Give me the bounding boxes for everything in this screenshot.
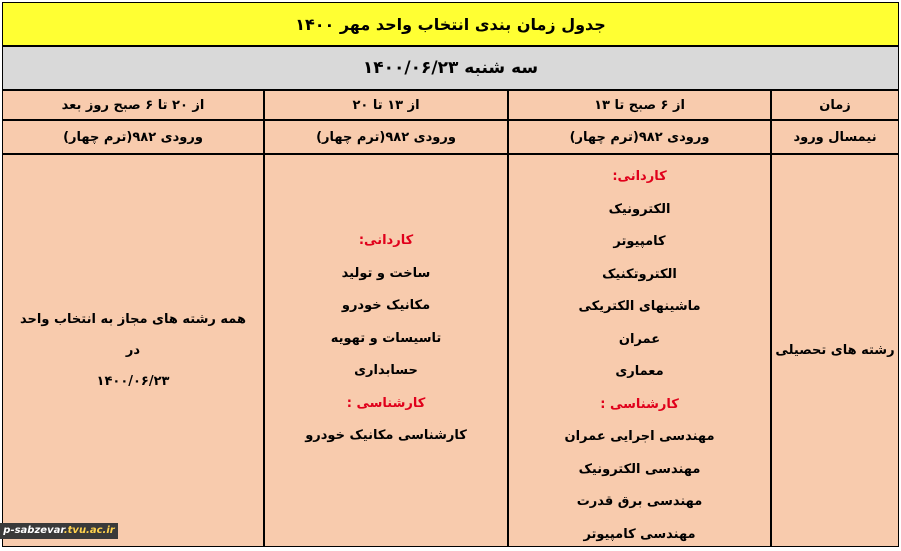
col1-kardani-item: کامپیوتر <box>613 226 665 259</box>
col1-kardani-item: معماری <box>615 356 663 389</box>
row-label-entry: نیمسال ورود <box>771 120 899 154</box>
col3-time-cell: از ۲۰ تا ۶ صبح روز بعد <box>2 90 264 120</box>
col1-karshenasi-item: مهندسی اجرایی عمران <box>564 421 714 454</box>
col2-kardani-item: تاسیسات و تهویه <box>331 323 442 356</box>
date-heading: سه شنبه ۱۴۰۰/۰۶/۲۳ <box>2 46 899 90</box>
col2-time-cell: از ۱۳ تا ۲۰ <box>264 90 508 120</box>
col1-karshenasi-item: مهندسی برق قدرت <box>577 486 703 519</box>
col3-fields-cell <box>2 154 264 547</box>
col1-kardani-item: الکترونیک <box>609 194 671 227</box>
site-watermark <box>0 523 118 539</box>
row-label-time: زمان <box>771 90 899 120</box>
col1-kardani-item: الکتروتکنیک <box>602 259 677 292</box>
page-title: جدول زمان بندی انتخاب واحد مهر ۱۴۰۰ <box>2 2 899 46</box>
col1-karshenasi-item: مهندسی کامپیوتر <box>583 519 695 551</box>
col3-line-2: در <box>126 335 140 366</box>
col1-karshenasi-item: مهندسی الکترونیک <box>579 454 701 487</box>
col2-kardani-label: کاردانی: <box>359 225 413 258</box>
col2-entry-cell: ورودی ۹۸۲(ترم چهار) <box>264 120 508 154</box>
col2-karshenasi-item: کارشناسی مکانیک خودرو <box>305 420 467 453</box>
row-label-fields: رشته های تحصیلی <box>771 154 899 547</box>
col2-karshenasi-label: کارشناسی : <box>347 388 426 421</box>
col1-kardani-label: کاردانی: <box>612 161 666 194</box>
col1-kardani-item: عمران <box>619 324 660 357</box>
watermark-suffix: .tvu.ac.ir <box>64 525 115 536</box>
col3-line-1: همه رشته های مجاز به انتخاب واحد <box>20 304 246 335</box>
col1-entry-cell: ورودی ۹۸۲(ترم چهار) <box>508 120 771 154</box>
col1-kardani-item: ماشینهای الکتریکی <box>578 291 700 324</box>
col1-time-cell: از ۶ صبح تا ۱۳ <box>508 90 771 120</box>
col1-karshenasi-label: کارشناسی : <box>600 389 679 422</box>
watermark-domain: p-sabzevar <box>3 525 64 536</box>
col2-kardani-item: حسابداری <box>354 355 418 388</box>
col3-entry-cell: ورودی ۹۸۲(ترم چهار) <box>2 120 264 154</box>
col1-fields-cell <box>508 154 771 547</box>
col2-kardani-item: ساخت و تولید <box>342 258 431 291</box>
col2-fields-cell <box>264 154 508 547</box>
col2-kardani-item: مکانیک خودرو <box>342 290 430 323</box>
col3-line-3: ۱۴۰۰/۰۶/۲۳ <box>97 366 170 397</box>
